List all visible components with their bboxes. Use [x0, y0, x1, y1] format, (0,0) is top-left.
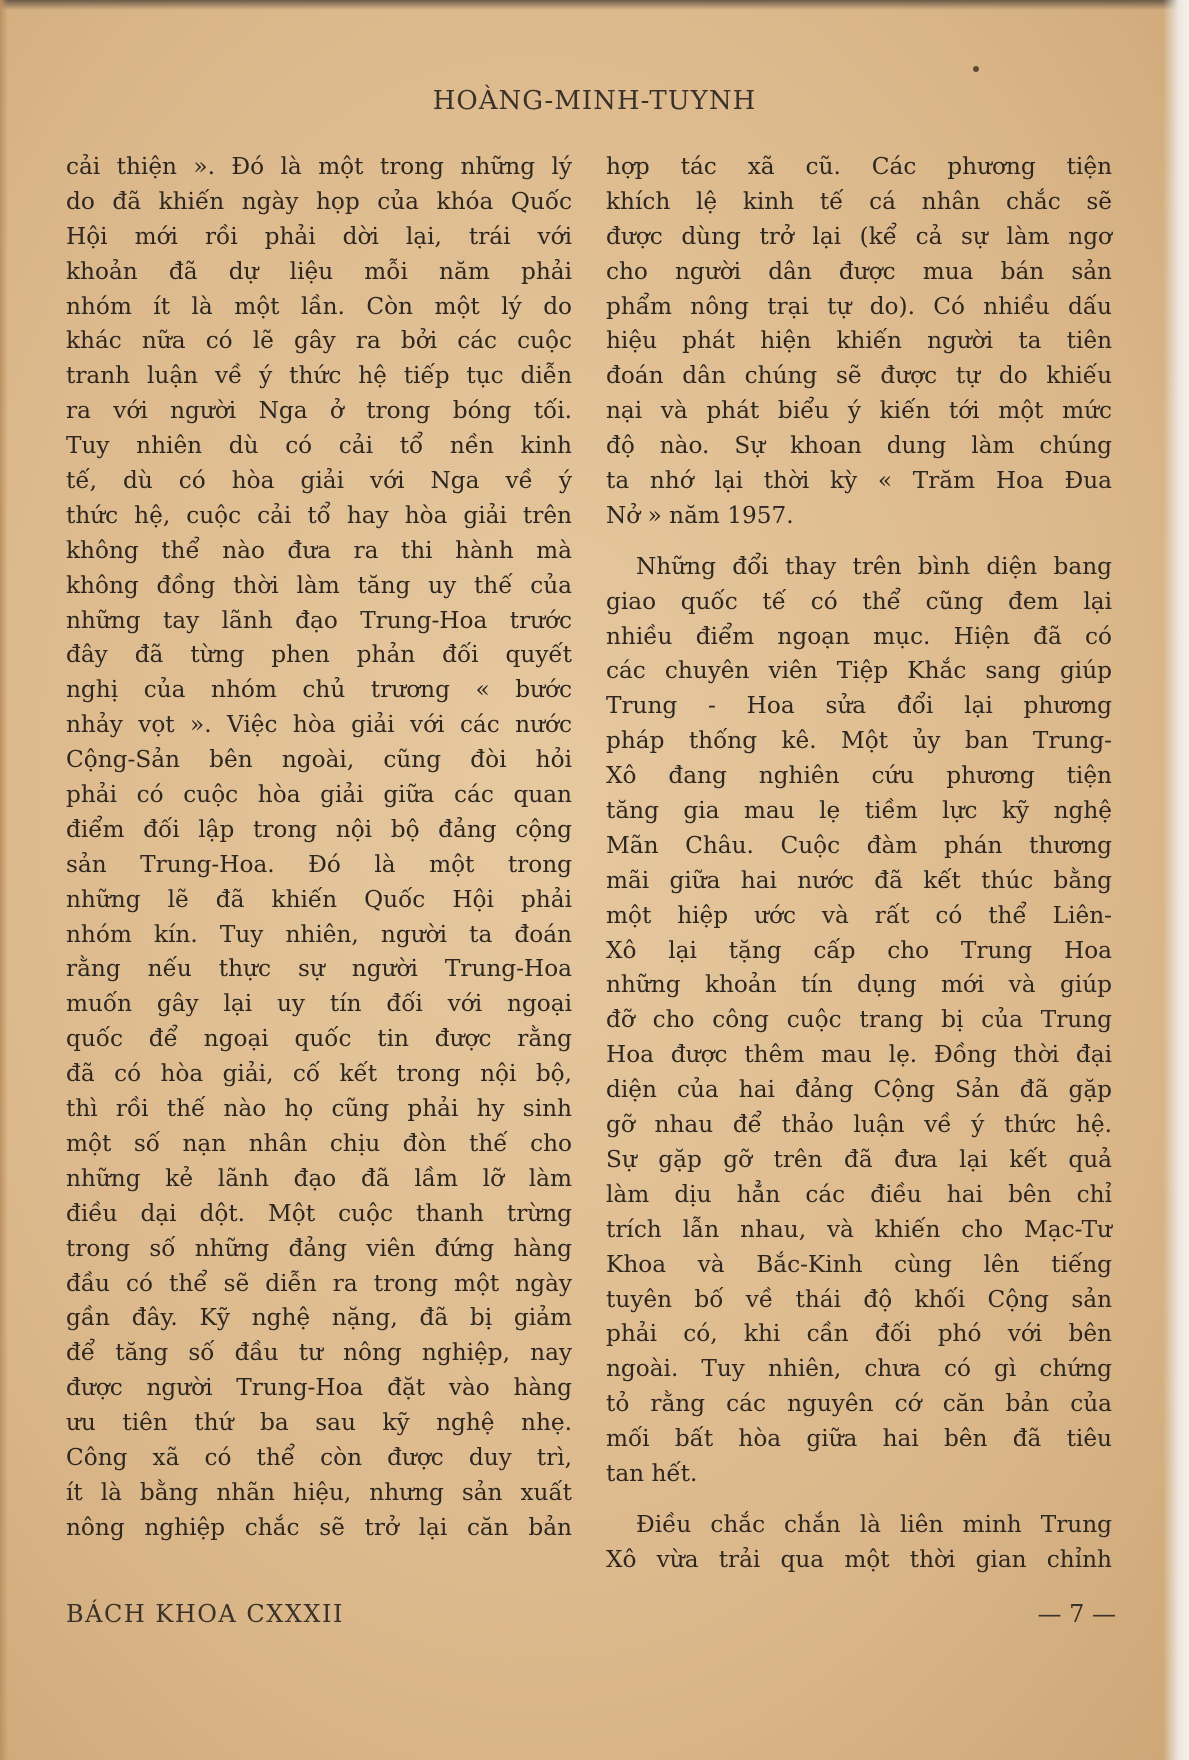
- text-line: Cộng-Sản bên ngoài, cũng đòi hỏi: [66, 746, 572, 774]
- journal-footer: BÁCH KHOA CXXXII: [66, 1600, 344, 1628]
- text-line: hợp tác xã cũ. Các phương tiện: [606, 153, 1112, 180]
- text-line: muốn gây lại uy tín đối với ngoại: [66, 990, 572, 1018]
- paragraph: [606, 550, 1112, 1492]
- text-line: giao quốc tế có thể cũng đem lại: [606, 587, 1112, 615]
- text-line: Khoa và Bắc-Kinh cùng lên tiếng: [606, 1250, 1112, 1278]
- text-line: nại và phát biểu ý kiến tới một mức: [606, 397, 1112, 425]
- text-line: một hiệp ước và rất có thể Liên-: [606, 901, 1112, 929]
- text-line: những lẽ đã khiến Quốc Hội phải: [66, 885, 572, 913]
- text-line: Trung - Hoa sửa đổi lại phương: [606, 692, 1112, 720]
- right-column: [606, 150, 1112, 1578]
- text-line: những kẻ lãnh đạo đã lầm lỡ làm: [66, 1164, 572, 1192]
- text-line: điều dại dột. Một cuộc thanh trừng: [66, 1199, 572, 1227]
- text-line: thì rồi thế nào họ cũng phải hy sinh: [66, 1095, 572, 1123]
- text-line: ít là bằng nhãn hiệu, nhưng sản xuất: [66, 1478, 572, 1506]
- text-line: trích lẫn nhau, và khiến cho Mạc-Tư: [606, 1215, 1112, 1243]
- page-left-edge: [0, 0, 8, 1760]
- text-line: làm dịu hẳn các điều hai bên chỉ: [606, 1180, 1112, 1208]
- text-line: quốc để ngoại quốc tin được rằng: [66, 1025, 572, 1053]
- text-line: không đồng thời làm tăng uy thế của: [66, 571, 572, 599]
- text-line: thức hệ, cuộc cải tổ hay hòa giải trên: [66, 501, 572, 529]
- text-line: tỏ rằng các nguyên cớ căn bản của: [606, 1390, 1112, 1418]
- text-line: trong số những đảng viên đứng hàng: [66, 1234, 572, 1262]
- text-line: sản Trung-Hoa. Đó là một trong: [66, 850, 572, 878]
- text-line: những tay lãnh đạo Trung-Hoa trước: [66, 606, 572, 634]
- text-line: tan hết.: [606, 1459, 698, 1487]
- text-line: đỡ cho công cuộc trang bị của Trung: [606, 1006, 1112, 1034]
- left-column: [66, 150, 572, 1546]
- page-number: — 7 —: [1037, 1600, 1116, 1628]
- text-line: để tăng số đầu tư nông nghiệp, nay: [66, 1339, 572, 1367]
- text-line: ta nhớ lại thời kỳ « Trăm Hoa Đua: [606, 467, 1112, 495]
- text-line: nhảy vọt ». Việc hòa giải với các nước: [66, 711, 572, 739]
- text-line: do đã khiến ngày họp của khóa Quốc: [66, 187, 572, 215]
- text-line: diện của hai đảng Cộng Sản đã gặp: [606, 1076, 1112, 1104]
- text-line: Hội mới rồi phải dời lại, trái với: [66, 222, 572, 250]
- text-line: tế, dù có hòa giải với Nga về ý: [66, 467, 572, 495]
- text-line: gần đây. Kỹ nghệ nặng, đã bị giảm: [66, 1304, 572, 1332]
- text-line: khoản đã dự liệu mỗi năm phải: [66, 257, 572, 285]
- ink-dot: [973, 66, 979, 72]
- text-line: một số nạn nhân chịu đòn thế cho: [66, 1129, 572, 1157]
- text-line: Mãn Châu. Cuộc đàm phán thương: [606, 831, 1112, 859]
- text-line: Công xã có thể còn được duy trì,: [66, 1443, 572, 1471]
- text-line: Xô vừa trải qua một thời gian chỉnh: [606, 1545, 1112, 1573]
- text-line: không thể nào đưa ra thi hành mà: [66, 536, 572, 564]
- page-right-edge: [1163, 0, 1189, 1760]
- text-line: Điều chắc chắn là liên minh Trung: [636, 1510, 1112, 1538]
- text-line: tranh luận về ý thức hệ tiếp tục diễn: [66, 362, 572, 390]
- text-line: được người Trung-Hoa đặt vào hàng: [66, 1374, 572, 1402]
- text-line: phải có, khi cần đối phó với bên: [606, 1320, 1112, 1348]
- text-line: Nở » năm 1957.: [606, 501, 794, 529]
- text-line: đoán dân chúng sẽ được tự do khiếu: [606, 362, 1112, 390]
- running-header: HOÀNG-MINH-TUYNH: [432, 86, 757, 116]
- text-line: đây đã từng phen phản đối quyết: [66, 641, 572, 669]
- text-line: Xô đang nghiên cứu phương tiện: [606, 762, 1112, 790]
- text-line: phải có cuộc hòa giải giữa các quan: [66, 781, 572, 809]
- text-line: ngoài. Tuy nhiên, chưa có gì chứng: [606, 1355, 1112, 1383]
- text-line: hiệu phát hiện khiến người ta tiên: [606, 327, 1112, 355]
- text-line: đầu có thể sẽ diễn ra trong một ngày: [66, 1269, 572, 1297]
- text-line: Hoa được thêm mau lẹ. Đồng thời đại: [606, 1041, 1112, 1069]
- text-line: độ nào. Sự khoan dung làm chúng: [606, 432, 1112, 460]
- text-line: pháp thống kê. Một ủy ban Trung-: [606, 727, 1112, 755]
- text-line: cải thiện ». Đó là một trong những lý: [66, 153, 572, 180]
- text-line: gỡ nhau để thảo luận về ý thức hệ.: [606, 1111, 1112, 1139]
- text-line: khác nữa có lẽ gây ra bởi các cuộc: [66, 327, 572, 355]
- text-line: ra với người Nga ở trong bóng tối.: [66, 397, 572, 425]
- text-line: cho người dân được mua bán sản: [606, 257, 1112, 285]
- text-line: điểm đối lập trong nội bộ đảng cộng: [66, 815, 572, 843]
- text-line: mãi giữa hai nước đã kết thúc bằng: [606, 866, 1112, 894]
- paragraph: [606, 150, 1112, 534]
- text-line: những khoản tín dụng mới và giúp: [606, 971, 1112, 999]
- text-line: tuyên bố về thái độ khối Cộng sản: [606, 1285, 1112, 1313]
- text-line: tăng gia mau lẹ tiềm lực kỹ nghệ: [606, 797, 1112, 825]
- text-line: khích lệ kinh tế cá nhân chắc sẽ: [606, 187, 1112, 215]
- text-line: nghị của nhóm chủ trương « bước: [66, 676, 572, 704]
- text-line: mối bất hòa giữa hai bên đã tiêu: [606, 1425, 1112, 1453]
- text-line: Tuy nhiên dù có cải tổ nền kinh: [66, 432, 572, 460]
- page-top-edge: [0, 0, 1189, 10]
- text-line: nhóm kín. Tuy nhiên, người ta đoán: [66, 920, 572, 948]
- text-line: Xô lại tặng cấp cho Trung Hoa: [606, 936, 1112, 964]
- text-line: nhiều điểm ngoạn mục. Hiện đã có: [606, 622, 1112, 650]
- text-line: phẩm nông trại tự do). Có nhiều dấu: [606, 292, 1112, 320]
- text-line: các chuyên viên Tiệp Khắc sang giúp: [606, 657, 1112, 685]
- text-line: rằng nếu thực sự người Trung-Hoa: [66, 955, 572, 983]
- paragraph-gap: [606, 1492, 1112, 1508]
- paragraph: [606, 1508, 1112, 1578]
- text-line: đã có hòa giải, cố kết trong nội bộ,: [66, 1060, 572, 1088]
- text-line: Sự gặp gỡ trên đã đưa lại kết quả: [606, 1145, 1112, 1173]
- text-line: nhóm ít là một lần. Còn một lý do: [66, 292, 572, 320]
- text-line: nông nghiệp chắc sẽ trở lại căn bản: [66, 1513, 572, 1541]
- text-line: Những đổi thay trên bình diện bang: [636, 552, 1112, 580]
- paragraph-gap: [606, 534, 1112, 550]
- text-line: được dùng trở lại (kể cả sự làm ngơ: [606, 222, 1112, 250]
- text-line: ưu tiên thứ ba sau kỹ nghệ nhẹ.: [66, 1409, 572, 1437]
